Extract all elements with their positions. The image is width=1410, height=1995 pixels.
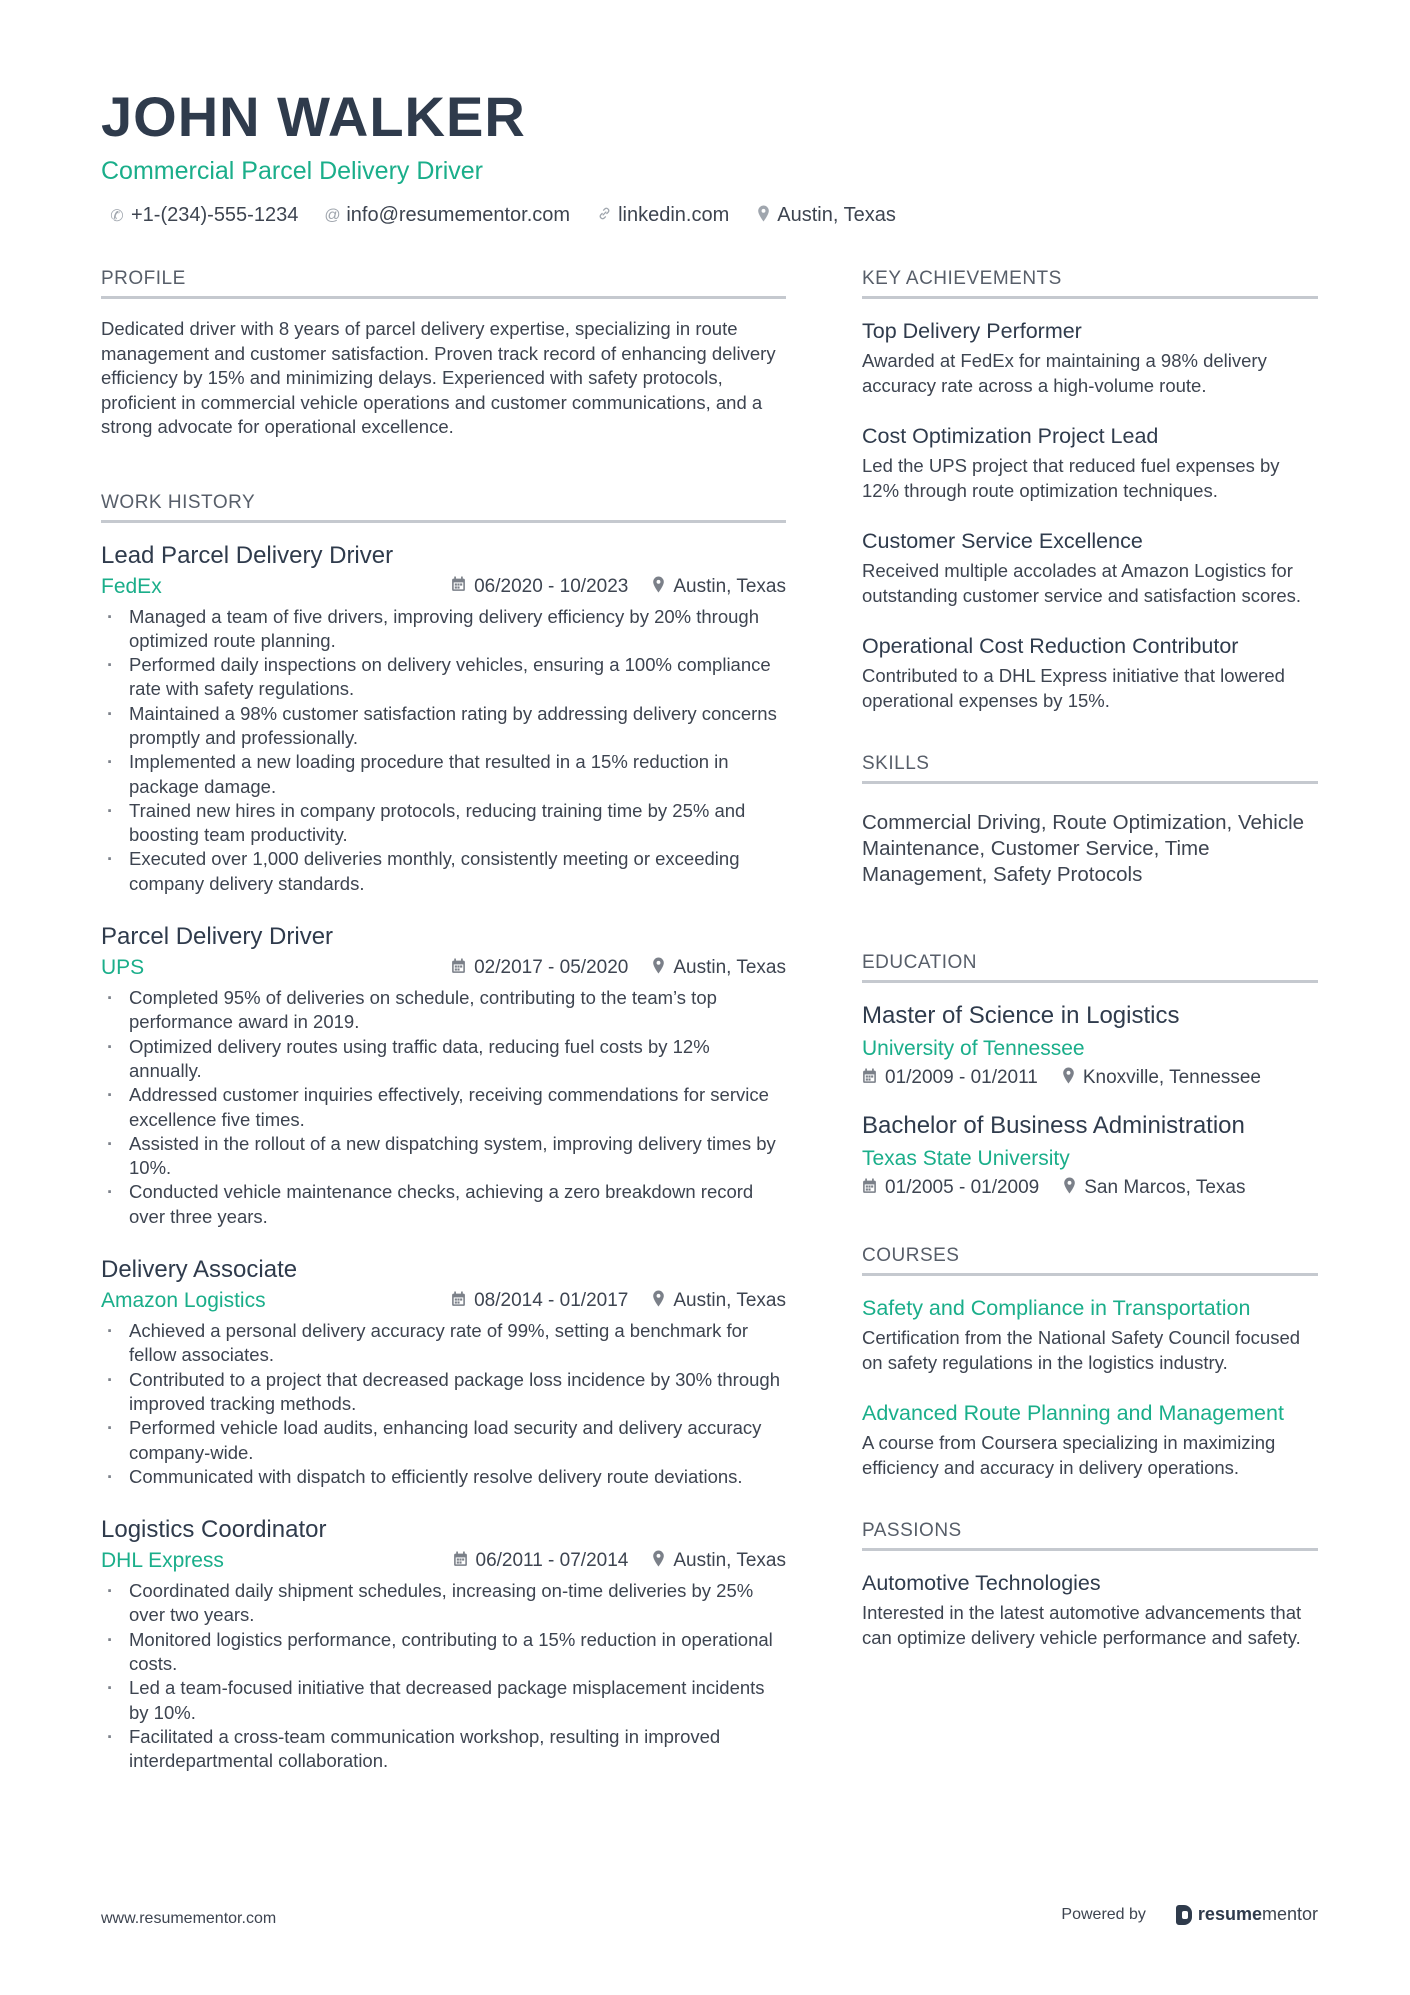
work-section (101, 492, 786, 1774)
course-item (862, 1399, 1318, 1480)
education-location (1063, 1177, 1245, 1199)
job-meta-right (451, 576, 786, 598)
job-bullet: · Conducted vehicle maintenance checks, achieving a zero breakdown record over three years. (101, 1180, 786, 1229)
job-bullet: · Completed 95% of deliveries on schedule, contributing to the team’s top performance award in 2019. (101, 986, 786, 1035)
job-bullet: · Performed vehicle load audits, enhancing load security and delivery accuracy company-wide. (101, 1416, 786, 1465)
phone-icon: ✆ (110, 207, 124, 225)
education-heading: EDUCATION (862, 952, 1318, 983)
job-company: FedEx (101, 574, 162, 598)
job-bullets (101, 986, 786, 1229)
passion-title: Automotive Technologies (862, 1571, 1101, 1595)
calendar-icon (862, 1178, 877, 1199)
candidate-title: Commercial Parcel Delivery Driver (101, 157, 484, 185)
achievement-title: Customer Service Excellence (862, 529, 1143, 553)
skills-text: Commercial Driving, Route Optimization, Vehicle Maintenance, Customer Service, Time Management, Safety Protocols (862, 811, 1305, 886)
map-pin-icon (1062, 1067, 1075, 1089)
brand-bold: resume (1197, 1904, 1262, 1924)
job-role: Logistics Coordinator (101, 1516, 327, 1544)
powered-by-text: Powered by (1061, 1905, 1146, 1923)
job-location-text: Austin, Texas (673, 575, 786, 597)
achievement-title: Operational Cost Reduction Contributor (862, 634, 1239, 658)
job-entry (101, 541, 786, 897)
passions-section (862, 1520, 1318, 1650)
linkedin-text: linkedin.com (618, 204, 730, 226)
achievement-item (862, 422, 1318, 503)
job-bullet: · Monitored logistics performance, contributing to a 15% reduction in operational costs. (101, 1628, 786, 1677)
education-location-text: San Marcos, Texas (1084, 1177, 1246, 1198)
map-pin-icon (755, 205, 771, 227)
passions-heading: PASSIONS (862, 1520, 1318, 1551)
achievement-list (862, 317, 1318, 713)
map-pin-icon (652, 957, 665, 979)
job-bullet: · Performed daily inspections on delivery vehicles, ensuring a 100% compliance rate with safety regulations. (101, 653, 786, 702)
education-list (862, 1001, 1318, 1199)
passion-text: Interested in the latest automotive advancements that can optimize delivery vehicle performance and safety. (862, 1602, 1302, 1648)
contact-bar (101, 204, 1309, 227)
achievement-text: Awarded at FedEx for maintaining a 98% delivery accuracy rate across a high-volume route. (862, 350, 1267, 396)
profile-section (101, 268, 786, 440)
job-dates (451, 957, 628, 979)
resume-header (101, 84, 1309, 227)
education-section (862, 952, 1318, 1199)
job-bullet: · Led a team-focused initiative that decreased package misplacement incidents by 10%. (101, 1676, 786, 1725)
job-dates-text: 06/2011 - 07/2014 (475, 1550, 629, 1572)
contact-location (755, 204, 896, 227)
job-location (652, 1290, 786, 1312)
job-dates (453, 1550, 629, 1572)
education-dates (862, 1177, 1039, 1199)
job-meta-right (453, 1550, 787, 1572)
job-location-text: Austin, Texas (673, 1290, 786, 1312)
job-bullet: · Contributed to a project that decreased package loss incidence by 30% through improved tracking methods. (101, 1368, 786, 1417)
job-entry (101, 1515, 786, 1773)
job-bullet: · Addressed customer inquiries effectively, receiving commendations for service excellence five times. (101, 1083, 786, 1132)
education-location (1062, 1067, 1261, 1089)
email-text: info@resumementor.com (346, 204, 571, 226)
job-dates-text: 02/2017 - 05/2020 (474, 957, 629, 979)
course-text: A course from Coursera specializing in maximizing efficiency and accuracy in delivery operations. (862, 1432, 1276, 1478)
phone-text: +1-(234)-555-1234 (131, 204, 299, 226)
job-bullets (101, 1579, 786, 1773)
job-meta (101, 575, 786, 599)
job-bullet: · Optimized delivery routes using traffic data, reducing fuel costs by 12% annually. (101, 1035, 786, 1084)
map-pin-icon (652, 576, 665, 598)
achievement-title: Top Delivery Performer (862, 319, 1082, 343)
job-company: Amazon Logistics (101, 1289, 266, 1313)
achievement-text: Contributed to a DHL Express initiative that lowered operational expenses by 15%. (862, 665, 1285, 711)
skills-section (862, 753, 1318, 888)
map-pin-icon (1063, 1177, 1076, 1199)
job-dates-text: 08/2014 - 01/2017 (474, 1290, 629, 1312)
job-bullet: · Coordinated daily shipment schedules, increasing on-time deliveries by 25% over two years. (101, 1579, 786, 1628)
achievement-title: Cost Optimization Project Lead (862, 424, 1159, 448)
map-pin-icon (652, 1290, 665, 1312)
course-title: Advanced Route Planning and Management (862, 1401, 1284, 1425)
education-school: University of Tennessee (862, 1037, 1085, 1060)
brand-mark-icon (1176, 1905, 1192, 1925)
courses-section (862, 1245, 1318, 1480)
achievement-item (862, 317, 1318, 398)
profile-text: Dedicated driver with 8 years of parcel delivery expertise, specializing in route management and customer satisfaction. Proven track record of enhancing delivery efficiency by 15% and minimizing delays. Experienced with safety protocols, proficient in commercial vehicle operations and customer communications, and a strong advocate for operational excellence. (101, 318, 776, 437)
job-bullet: · Assisted in the rollout of a new dispatching system, improving delivery times by 10%. (101, 1132, 786, 1181)
achievement-item (862, 527, 1318, 608)
calendar-icon (453, 1551, 468, 1572)
job-bullet: · Implemented a new loading procedure that resulted in a 15% reduction in package damage. (101, 750, 786, 799)
job-location (652, 1550, 786, 1572)
education-dates (862, 1067, 1038, 1089)
job-location (652, 576, 786, 598)
calendar-icon (451, 1291, 466, 1312)
course-title: Safety and Compliance in Transportation (862, 1296, 1251, 1320)
calendar-icon (862, 1068, 877, 1089)
passion-list (862, 1569, 1318, 1650)
education-location-text: Knoxville, Tennessee (1082, 1067, 1261, 1088)
education-dates-text: 01/2005 - 01/2009 (885, 1177, 1040, 1198)
job-meta (101, 1549, 786, 1573)
left-column (101, 268, 786, 1799)
brand-logo[interactable] (1176, 1904, 1318, 1925)
profile-heading: PROFILE (101, 268, 786, 299)
job-role: Delivery Associate (101, 1256, 298, 1284)
brand-light: mentor (1261, 1904, 1318, 1924)
contact-linkedin[interactable] (596, 204, 729, 227)
education-meta (862, 1177, 1318, 1199)
course-text: Certification from the National Safety Council focused on safety regulations in the logistics industry. (862, 1327, 1301, 1373)
map-pin-icon (652, 1550, 665, 1572)
job-dates (451, 576, 628, 598)
job-bullet: · Trained new hires in company protocols, reducing training time by 25% and boosting team productivity. (101, 799, 786, 848)
at-icon: @ (324, 206, 341, 224)
skills-heading: SKILLS (862, 753, 1318, 784)
job-company: DHL Express (101, 1549, 224, 1573)
job-list (101, 541, 786, 1774)
job-meta-right (451, 1290, 786, 1312)
job-bullet: · Achieved a personal delivery accuracy rate of 99%, setting a benchmark for fellow associates. (101, 1319, 786, 1368)
job-bullet: · Facilitated a cross-team communication workshop, resulting in improved interdepartmental collaboration. (101, 1725, 786, 1774)
job-role: Lead Parcel Delivery Driver (101, 541, 394, 569)
job-bullets (101, 605, 786, 897)
job-bullet: · Managed a team of five drivers, improving delivery efficiency by 20% through optimized route planning. (101, 605, 786, 654)
job-meta (101, 1289, 786, 1313)
job-entry (101, 1255, 786, 1489)
course-item (862, 1294, 1318, 1375)
job-meta-right (451, 957, 786, 979)
candidate-name: JOHN WALKER (101, 85, 526, 148)
footer-website[interactable]: www.resumementor.com (101, 1910, 277, 1927)
job-bullet: · Maintained a 98% customer satisfaction rating by addressing delivery concerns promptly and professionally. (101, 702, 786, 751)
calendar-icon (451, 958, 466, 979)
courses-heading: COURSES (862, 1245, 1318, 1276)
course-list (862, 1294, 1318, 1480)
job-entry (101, 922, 786, 1229)
passion-item (862, 1569, 1318, 1650)
footer-branding (1061, 1904, 1318, 1925)
calendar-icon (451, 576, 466, 597)
job-dates-text: 06/2020 - 10/2023 (474, 575, 629, 597)
achievement-text: Received multiple accolades at Amazon Logistics for outstanding customer service and satisfaction scores. (862, 560, 1302, 606)
education-dates-text: 01/2009 - 01/2011 (885, 1067, 1038, 1088)
education-item (862, 1111, 1318, 1199)
achievement-item (862, 632, 1318, 713)
achievements-heading: KEY ACHIEVEMENTS (862, 268, 1318, 299)
job-bullets (101, 1319, 786, 1489)
contact-phone[interactable] (109, 204, 298, 227)
job-role: Parcel Delivery Driver (101, 923, 334, 951)
achievement-text: Led the UPS project that reduced fuel expenses by 12% through route optimization techniques. (862, 455, 1280, 501)
job-company: UPS (101, 956, 145, 980)
job-location-text: Austin, Texas (673, 957, 786, 979)
education-meta (862, 1067, 1318, 1089)
education-degree: Bachelor of Business Administration (862, 1112, 1245, 1139)
work-heading: WORK HISTORY (101, 492, 786, 523)
education-school: Texas State University (862, 1147, 1070, 1170)
contact-email[interactable] (324, 204, 570, 227)
education-item (862, 1001, 1318, 1089)
job-location (652, 957, 786, 979)
achievements-section (862, 268, 1318, 713)
education-degree: Master of Science in Logistics (862, 1002, 1180, 1029)
job-bullet: · Communicated with dispatch to efficiently resolve delivery route deviations. (101, 1465, 786, 1489)
job-bullet: · Executed over 1,000 deliveries monthly, consistently meeting or exceeding company delivery standards. (101, 847, 786, 896)
job-meta (101, 956, 786, 980)
location-text: Austin, Texas (777, 204, 896, 226)
job-location-text: Austin, Texas (673, 1550, 786, 1572)
link-icon (596, 206, 612, 226)
right-column (862, 268, 1318, 1702)
job-dates (451, 1290, 628, 1312)
